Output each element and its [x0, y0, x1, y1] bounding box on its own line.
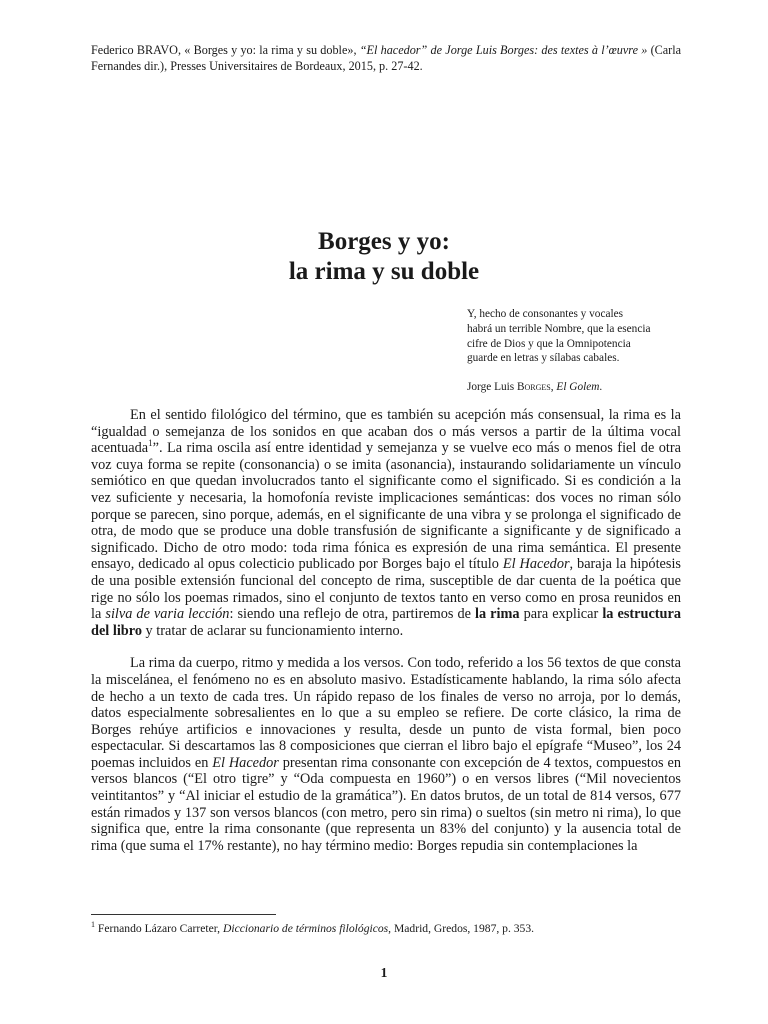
article-body: [91, 407, 681, 854]
epigraph-work: El Golem: [556, 381, 600, 394]
text-run: y tratar de aclarar su funcionamiento interno.: [141, 622, 404, 639]
title-line-2: la rima y su doble: [288, 258, 480, 285]
epigraph-attr-end: .: [599, 381, 603, 394]
text-run: , baraja la hipótesis de una posible extensión funcional del concepto de rima, susceptible de dar cuenta de la poética que rige no sólo los poemas rimados, sino el conjunto de textos tanto en verso como en prosa reunidos en la: [91, 556, 681, 623]
bold-phrase: la rima: [474, 606, 520, 623]
footnote-number: 1: [91, 920, 95, 930]
footnote-ref[interactable]: 1: [148, 438, 153, 449]
text-run: , Madrid, Gredos, 1987, p. 353.: [388, 922, 535, 935]
book-title-italic: El Hacedor: [502, 556, 570, 573]
footnote-1: [91, 921, 681, 936]
epigraph-line: guarde en letras y sílabas cabales.: [467, 352, 620, 365]
citation-book-title: “El hacedor” de Jorge Luis Borges: des textes à l’œuvre »: [359, 43, 648, 57]
text-run: ”. La rima oscila así entre identidad y semejanza y se vuelve eco más o menos fiel de otra voz cuya forma se repite (consonancia) o se imita (asonancia), instaurando solidariamente un vínculo semiótico en que quedan involucrados tanto el significante como el significado. Si es condición a la vez suficiente y necesaria, la homofonía reviste implicaciones semánticas: dos voces no riman sólo porque se parecen, sino porque, además, en el significante de una vibra y se prolonga el significado de otra, de modo que se produce una doble transfusión de significante a significante y de significado a significado. Dicho de otro modo: toda rima fónica es expresión de una rima semántica. El presente ensayo, dedicado al opus colecticio publicado por Borges bajo el título: [91, 440, 681, 573]
epigraph-line: cifre de Dios y que la Omnipotencia: [467, 337, 631, 350]
citation-article-title: Borges y yo: la rima y su doble: [193, 43, 348, 57]
epigraph-line: habrá un terrible Nombre, que la esencia: [467, 322, 651, 335]
text-run: Fernando Lázaro Carreter,: [95, 922, 223, 935]
epigraph-line: Y, hecho de consonantes y vocales: [467, 308, 624, 320]
text-run: presentan rima consonante con excepción de 4 textos, compuestos en versos blancos (“El otro tigre” y “Oda compuesta en 1960”) o en versos libres (“Mil novecientos veintitantos” y “Al iniciar el estudio de la gramática”). En datos brutos, de un total de 814 versos, 677 están rimados y 137 son versos blancos (con metro, pero sin rima) o sueltos (sin metro ni rima), lo que significa que, entre la rima consonante (que representa un 83% del conjunto) y la ausencia total de rima (que suma el 17% restante), no hay término medio: Borges repudia sin contemplaciones la: [91, 754, 681, 854]
footnote-divider: [91, 914, 276, 915]
citation-separator: »,: [347, 43, 360, 57]
text-run: para explicar: [519, 606, 603, 623]
text-run: La rima da cuerpo, ritmo y medida a los versos. Con todo, referido a los 56 textos de que consta la miscelánea, el fenómeno no es en absoluto masivo. Estadísticamente hablando, la rima sólo afecta de hecho a un texto de cada tres. Un rápido repaso de los finales de verso no arroja, por lo demás, datos especialmente sobresalientes en lo que a su empleo se refiere. De corte clásico, la rima de Borges rehúye artificios e innovaciones y resulta, desde un punto de vista formal, bien poco espectacular. Si descartamos las 8 composiciones que cierran el libro bajo el epígrafe “Museo”, los 24 poemas incluidos en: [91, 655, 681, 771]
epigraph: [467, 307, 687, 395]
book-title-italic: El Hacedor: [212, 754, 279, 771]
epigraph-attr-separator: ,: [550, 381, 557, 394]
epigraph-attribution: [467, 380, 687, 395]
citation-publisher: (Carla Fernandes dir.), Presses Universitaires de Bordeaux, 2015, p. 27-42.: [91, 43, 682, 73]
paragraph-2: [91, 655, 681, 854]
title-line-1: Borges y yo:: [318, 228, 450, 255]
dictionary-title-italic: Diccionario de términos filológicos: [222, 922, 389, 935]
epigraph-author-last: Borges: [517, 381, 551, 394]
text-run: En el sentido filológico del término, que es también su acepción más consensual, la rima es la “igualdad o semejanza de los sonidos en que acaban dos o más versos a partir de la última vocal acentuada: [91, 407, 681, 457]
citation-author: Federico BRAVO, «: [91, 43, 191, 57]
text-run: : siendo una reflejo de otra, partiremos de: [229, 606, 475, 623]
page-number: 1: [380, 965, 388, 980]
paragraph-1: [91, 407, 681, 639]
epigraph-author-first: Jorge Luis: [467, 381, 517, 394]
phrase-italic: silva de varia lección: [105, 606, 230, 623]
bold-phrase: la estructura del libro: [91, 606, 681, 639]
article-title: [0, 227, 768, 287]
citation-header: [91, 43, 681, 74]
